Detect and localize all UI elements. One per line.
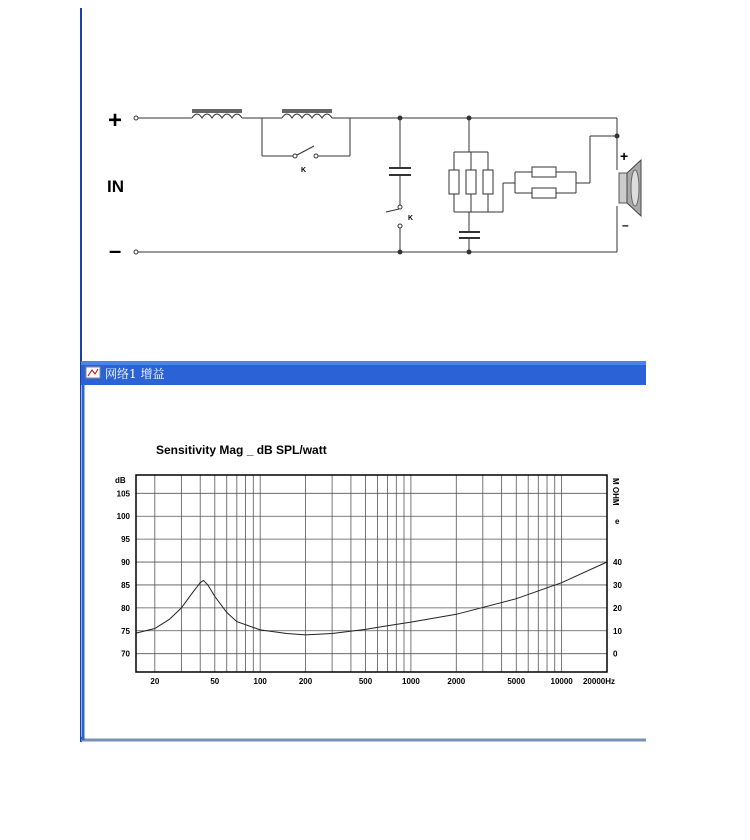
right-tick-label: 40 — [613, 558, 622, 568]
window-icon — [86, 367, 100, 378]
resistor-pair — [515, 167, 576, 198]
x-tick-label: 200 — [298, 677, 313, 686]
window-title: 网络1 增益 — [105, 367, 165, 381]
chart-title: Sensitivity Mag _ dB SPL/watt — [156, 443, 327, 457]
capacitor-2 — [459, 232, 480, 238]
crossover-schematic — [134, 109, 641, 254]
x-tick-label: 5000 — [507, 677, 526, 686]
speaker-plus-label: + — [620, 148, 629, 164]
minus-label: – — [109, 238, 122, 263]
y-tick-label: 85 — [121, 580, 130, 590]
speaker-icon — [619, 160, 641, 216]
right-axis-sub: e — [615, 517, 620, 526]
plus-label: + — [108, 107, 123, 134]
x-tick-label: 20000Hz — [582, 677, 616, 686]
left-axis-unit: dB — [115, 476, 126, 485]
speaker-minus-label: – — [622, 218, 629, 232]
in-label: IN — [107, 177, 124, 196]
input-minus-terminal — [134, 250, 138, 254]
resistor-bank — [449, 152, 493, 212]
switch-k2-label: K — [408, 215, 414, 222]
x-tick-label: 10000 — [550, 677, 573, 686]
x-tick-label: 1000 — [402, 677, 420, 686]
right-tick-label: 20 — [613, 603, 622, 613]
y-tick-label: 105 — [116, 489, 130, 499]
x-tick-label: 20 — [150, 677, 160, 686]
x-tick-label: 50 — [210, 677, 220, 686]
y-tick-label: 95 — [121, 535, 130, 545]
right-tick-label: 0 — [613, 649, 618, 659]
x-tick-label: 100 — [253, 677, 267, 686]
y-tick-label: 80 — [121, 603, 130, 613]
x-tick-label: 500 — [358, 677, 373, 686]
inductor-1 — [192, 109, 242, 118]
y-tick-label: 70 — [121, 649, 130, 659]
chart-window — [81, 361, 646, 740]
capacitor-1 — [389, 168, 411, 175]
y-tick-label: 90 — [121, 558, 130, 568]
y-tick-label: 75 — [121, 626, 130, 636]
right-tick-label: 10 — [613, 626, 622, 636]
switch-k1 — [293, 146, 318, 158]
y-tick-label: 100 — [116, 512, 130, 522]
switch-k2 — [386, 205, 402, 228]
inductor-2 — [282, 109, 332, 118]
x-tick-label: 2000 — [447, 677, 466, 686]
switch-k1-label: K — [301, 167, 307, 174]
input-plus-terminal — [134, 116, 138, 120]
right-tick-label: 30 — [613, 580, 622, 590]
right-axis-unit: M OHM — [611, 478, 620, 506]
